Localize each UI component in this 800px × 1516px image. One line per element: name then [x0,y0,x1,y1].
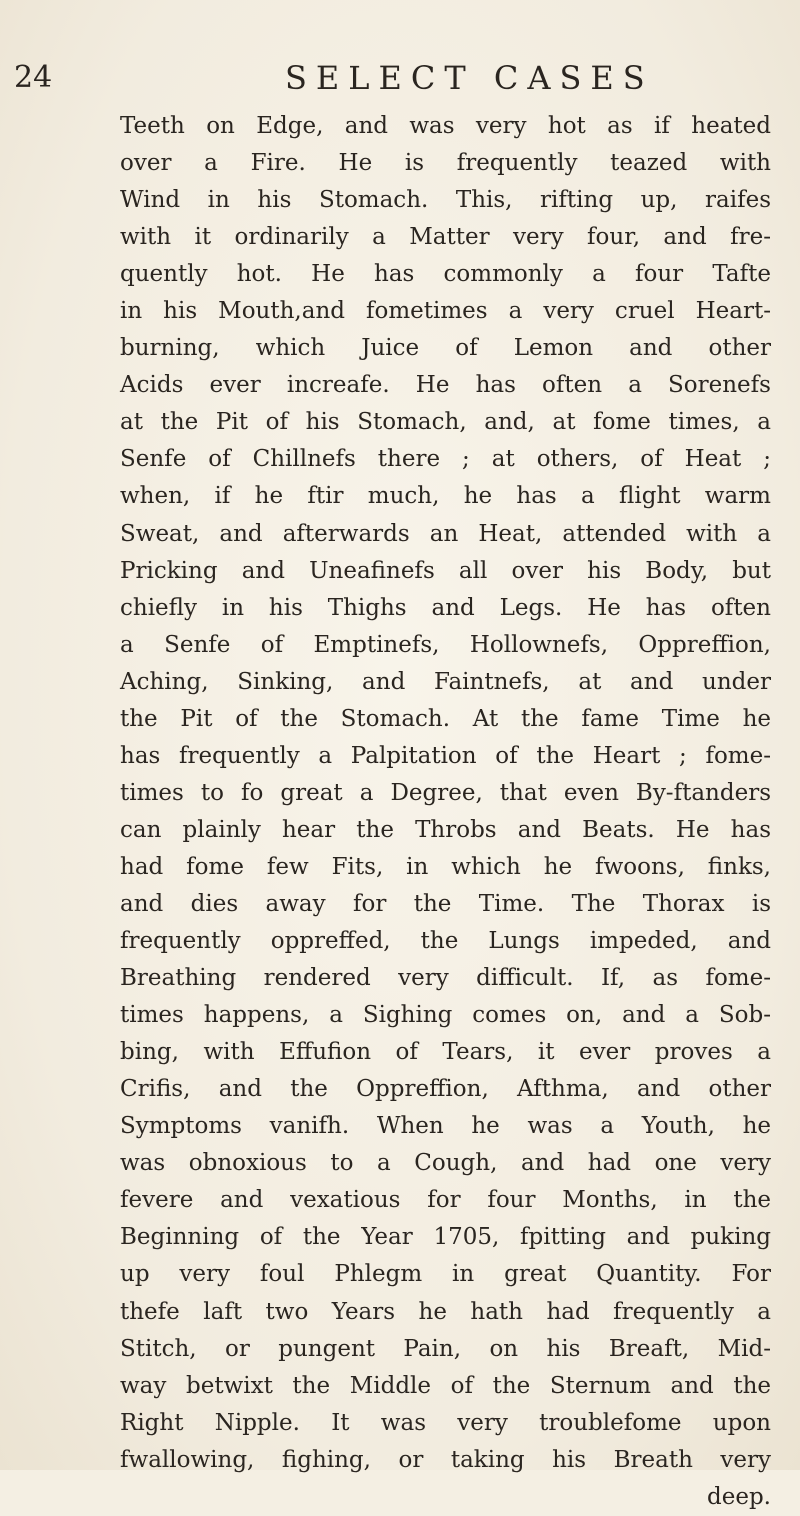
text-line: with it ordinarily a Matter very four, and fre- [120,224,771,251]
text-line: times to fo great a Degree, that even By-ftanders [120,779,771,806]
text-line: frequently oppreffed, the Lungs impeded, and [120,928,771,955]
text-line: Senfe of Chillnefs there ; at others, of Heat ; [120,446,771,473]
text-line: Teeth on Edge, and was very hot as if heated [120,113,771,139]
text-line: was obnoxious to a Cough, and had one very [120,1150,771,1177]
text-line: had fome few Fits, in which he fwoons, finks, [120,853,771,880]
text-line: the Pit of the Stomach. At the fame Time he [120,705,771,732]
text-line: fevere and vexatious for four Months, in the [120,1187,771,1214]
body-text [120,108,771,1516]
text-line: over a Fire. He is frequently teazed with [120,150,771,177]
text-line: fwallowing, fighing, or taking his Breath very [120,1446,771,1473]
text-line: Symptoms vanifh. When he was a Youth, he [120,1113,771,1140]
text-line: Acids ever increafe. He has often a Sorenefs [120,372,771,399]
page-number: 24 [14,60,53,95]
text-line: deep. [707,1483,771,1510]
text-line: Right Nipple. It was very troublefome upon [120,1409,771,1436]
text-line: Breathing rendered very difficult. If, as fome- [120,965,771,992]
text-line: up very foul Phlegm in great Quantity. For [120,1261,771,1288]
text-line: at the Pit of his Stomach, and, at fome times, a [120,409,771,436]
text-line: thefe laft two Years he hath had frequently a [120,1298,771,1325]
text-line: times happens, a Sighing comes on, and a Sob- [120,1002,771,1029]
text-line: quently hot. He has commonly a four Tafte [120,261,771,288]
text-line: Pricking and Uneafinefs all over his Body, but [120,557,771,584]
text-line: when, if he ftir much, he has a flight warm [120,483,771,510]
text-line: Sweat, and afterwards an Heat, attended with a [120,520,771,547]
text-line: burning, which Juice of Lemon and other [120,335,771,362]
text-line: chiefly in his Thighs and Legs. He has often [120,594,771,621]
text-line: Beginning of the Year 1705, fpitting and puking [120,1224,771,1251]
text-line: Stitch, or pungent Pain, on his Breaft, Mid- [120,1335,771,1362]
text-line: in his Mouth,and fometimes a very cruel Heart- [120,298,771,325]
text-line: and dies away for the Time. The Thorax is [120,890,771,917]
text-line: bing, with Effufion of Tears, it ever proves a [120,1039,771,1066]
text-line: can plainly hear the Throbs and Beats. He has [120,816,771,843]
running-head: SELECT CASES [285,59,654,97]
text-line: Crifis, and the Oppreffion, Afthma, and other [120,1076,771,1103]
text-line: has frequently a Palpitation of the Heart ; fome- [120,742,771,769]
text-line: way betwixt the Middle of the Sternum and the [120,1372,771,1399]
text-line: a Senfe of Emptinefs, Hollownefs, Oppreffion, [120,631,771,658]
text-line: Wind in his Stomach. This, rifting up, raifes [120,187,771,214]
text-line: Aching, Sinking, and Faintnefs, at and under [120,668,771,695]
